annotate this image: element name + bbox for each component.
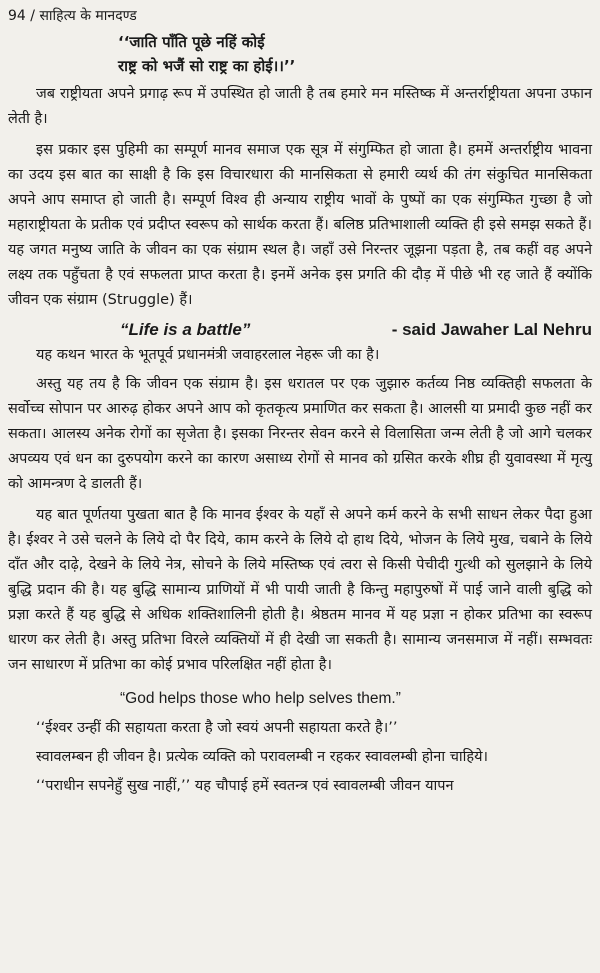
page-header: 94 / साहित्य के मानदण्ड [8,8,137,24]
english-quote-text: “Life is a battle” [120,320,251,339]
paragraph-5: यह बात पूर्णतया पुखता बात है कि मानव ईश्वर के यहाँ से अपने कर्म करने के सभी साधन लेकर पैदा हुआ है। ईश्वर ने उसे चलने के लिये दो पैर दिये, काम करने के लिये दो हाथ दिये, भोजन के लिये मुख, चबाने के लिये दाँत और दाढ़े, देखने के लिये नेत्र, सोचने के लिये मस्तिष्क एवं त्वरा से किसी पेचीदी गुत्थी को सुलझाने के लिये बुद्धि प्रदान की है। यह बुद्धि सामान्य प्राणियों में भी पायी जाती है किन्तु महापुरुषों में पाई जाने वाली बुद्धि को प्रज्ञा करते हैं यह बुद्धि से अधिक शक्तिशालिनी होती है। श्रेष्ठतम मानव में यह प्रज्ञा न होकर प्रतिभा का स्वरूप धारण कर लेती है। अस्तु प्रतिभा विरले व्यक्तियों में ही देखी जा सकती है। सामान्य जनसमाज में नहीं। सम्भवतः जन साधारण में प्रतिभा का कोई प्रभाव परिलक्षित नहीं होता है। [8,507,592,673]
paragraph-8: ‘‘पराधीन सपनेहुँ सुख नाहीं,’’ यह चौपाई हमें स्वतन्त्र एवं स्वावलम्बी जीवन यापन [36,778,454,794]
paragraph-4: अस्तु यह तय है कि जीवन एक संग्राम है। इस धरातल पर एक जुझारु कर्तव्य निष्ठ व्यक्तिही सफलता के सर्वोच्च सोपान पर आरुढ़ होकर अपने आप को कृतकृत्य प्रमाणित कर सकता है। आलसी या प्रमादी कुछ नहीं कर सकता। आलस्य अनेक रोगों का सृजेता है। इसका निरन्तर सेवन करने से विलासिता जन्म लेती है जो आगे चलकर अपव्यय एवं धन का दुरुपयोग करने का कारण असाध्य रोगों से मानव को ग्रसित करके शीघ्र ही युवावस्था में मृत्यु को आमन्त्रण दे डालती हैं। [8,376,592,492]
english-quote-god-helps: “God helps those who help selves them.” [120,690,401,707]
paragraph-2: इस प्रकार इस पुहिमी का सम्पूर्ण मानव समाज एक सूत्र में संगुम्फित हो जाता है। हममें अन्तर्राष्ट्रीय भावना का उदय इस बात का साक्षी है कि इस विचारधारा की मानसिकता से हमारी व्यर्थ की तंग संकुचित मानसिकता अपने आप समाप्त हो जाती है। सम्पूर्ण विश्व ही अन्याय राष्ट्रीय भावों के पुष्पों का एक संगुम्फित गुच्छा है जो महाराष्ट्रीयता के प्रतीक एवं प्रदीप्त स्वरूप को सार्थक करता हैं। बलिष्ठ प्रतिभाशाली व्यक्ति ही इसे समझ सकते हैं। यह जगत मनुष्य जाति के जीवन का एक संग्राम स्थल है। जहाँ उसे निरन्तर जूझना पड़ता है, तब कहीं वह अपने लक्ष्य तक पहुँचता है एवं सफलता प्राप्त करता है। इनमें अनेक इस प्रगति की दौड़ में पीछे भी रह जाते हैं क्योंकि जीवन एक संग्राम (Struggle) हैं। [8,142,592,308]
book-title: साहित्य के मानदण्ड [39,8,137,24]
opening-quote-line-1: ‘‘जाति पाँति पूछे नहिं कोई [118,33,265,51]
page-number: 94 [8,8,26,24]
paragraph-3: यह कथन भारत के भूतपूर्व प्रधानमंत्री जवाहरलाल नेहरू जी का है। [36,347,380,363]
opening-quote [118,30,592,78]
opening-quote-line-2: राष्ट्र को भजैं सो राष्ट्र का होई।।’’ [118,57,296,75]
paragraph-6: ‘‘ईश्वर उन्हीं की सहायता करता है जो स्वयं अपनी सहायता करते है।’’ [36,720,398,736]
paragraph-1: जब राष्ट्रीयता अपने प्रगाढ़ रूप में उपस्थित हो जाती है तब हमारे मन मस्तिष्क में अन्तर्राष्ट्रीयता अपना उफान लेती है। [8,86,592,127]
english-quote-life-battle [8,317,592,343]
paragraph-7: स्वावलम्बन ही जीवन है। प्रत्येक व्यक्ति को परावलम्बी न रहकर स्वावलम्बी होना चाहिये। [36,749,489,765]
english-quote-attribution: - said Jawaher Lal Nehru [391,320,592,339]
